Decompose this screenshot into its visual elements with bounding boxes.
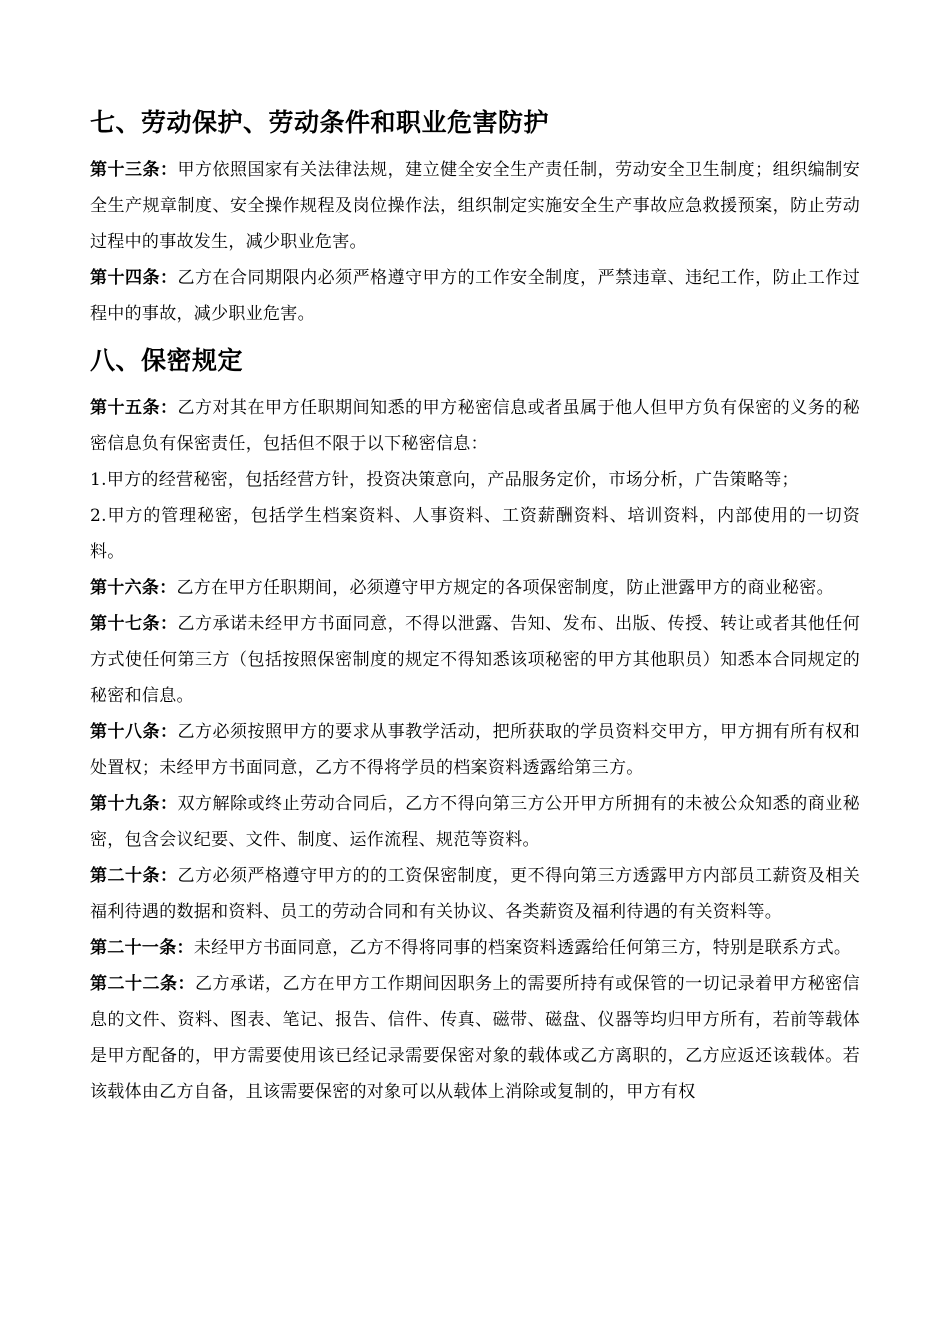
clause-18-label: 第十八条：: [90, 722, 178, 742]
clause-19-text: 双方解除或终止劳动合同后，乙方不得向第三方公开甲方所拥有的未被公众知悉的商业秘密，包含会议纪要、文件、制度、运作流程、规范等资料。: [90, 794, 861, 850]
clause-14-text: 乙方在合同期限内必须严格遵守甲方的工作安全制度，严禁违章、违纪工作，防止工作过程中的事故，减少职业危害。: [90, 268, 861, 324]
clause-15-text: 乙方对其在甲方任职期间知悉的甲方秘密信息或者虽属于他人但甲方负有保密的义务的秘密信息负有保密责任，包括但不限于以下秘密信息：: [90, 398, 861, 454]
clause-17: [90, 606, 860, 714]
clause-20-text: 乙方必须严格遵守甲方的的工资保密制度，更不得向第三方透露甲方内部员工薪资及相关福利待遇的数据和资料、员工的劳动合同和有关协议、各类薪资及福利待遇的有关资料等。: [90, 866, 861, 922]
clause-19-label: 第十九条：: [90, 794, 178, 814]
clause-18: [90, 714, 860, 786]
clause-17-text: 乙方承诺未经甲方书面同意，不得以泄露、告知、发布、出版、传授、转让或者其他任何方式使任何第三方（包括按照保密制度的规定不得知悉该项秘密的甲方其他职员）知悉本合同规定的秘密和信息。: [90, 614, 861, 706]
clause-21-text: 未经甲方书面同意，乙方不得将同事的档案资料透露给任何第三方，特别是联系方式。: [193, 938, 852, 958]
clause-22-text: 乙方承诺，乙方在甲方工作期间因职务上的需要所持有或保管的一切记录着甲方秘密信息的文件、资料、图表、笔记、报告、信件、传真、磁带、磁盘、仪器等均归甲方所有，若前等载体是甲方配备的，甲方需要使用该已经记录需要保密对象的载体或乙方离职的，乙方应返还该载体。若该载体由乙方自备，且该需要保密的对象可以从载体上消除或复制的，甲方有权: [90, 974, 860, 1102]
section-8-heading: 八、保密规定: [90, 346, 244, 375]
clause-16-text: 乙方在甲方任职期间，必须遵守甲方规定的各项保密制度，防止泄露甲方的商业秘密。: [176, 578, 834, 598]
clause-20: [90, 858, 860, 930]
clause-13-text: 甲方依照国家有关法律法规，建立健全安全生产责任制，劳动安全卫生制度；组织编制安全生产规章制度、安全操作规程及岗位操作法，组织制定实施安全生产事故应急救援预案，防止劳动过程中的事故发生，减少职业危害。: [90, 160, 861, 252]
clause-13: [90, 152, 860, 260]
section-7-heading: 七、劳动保护、劳动条件和职业危害防护: [90, 108, 550, 137]
clause-14: [90, 260, 860, 332]
clause-13-label: 第十三条：: [90, 160, 178, 180]
list-item-2: 2.甲方的管理秘密，包括学生档案资料、人事资料、工资薪酬资料、培训资料，内部使用的一切资料。: [90, 506, 860, 562]
clause-17-label: 第十七条：: [90, 614, 178, 634]
clause-18-text: 乙方必须按照甲方的要求从事教学活动，把所获取的学员资料交甲方，甲方拥有所有权和处置权；未经甲方书面同意，乙方不得将学员的档案资料透露给第三方。: [90, 722, 861, 778]
clause-16: [90, 570, 860, 606]
clause-20-label: 第二十条：: [90, 866, 178, 886]
clause-15: [90, 390, 860, 462]
clause-14-label: 第十四条：: [90, 268, 178, 288]
clause-16-label: 第十六条：: [90, 578, 177, 598]
document-page: [90, 104, 860, 1110]
clause-22-label: 第二十二条：: [90, 974, 196, 994]
clause-15-label: 第十五条：: [90, 398, 178, 418]
clause-21-label: 第二十一条：: [90, 938, 194, 958]
clause-22: [90, 966, 860, 1110]
clause-21: [90, 930, 860, 966]
clause-19: [90, 786, 860, 858]
list-item-1: 1.甲方的经营秘密，包括经营方针，投资决策意向，产品服务定价，市场分析，广告策略等；: [90, 470, 799, 490]
